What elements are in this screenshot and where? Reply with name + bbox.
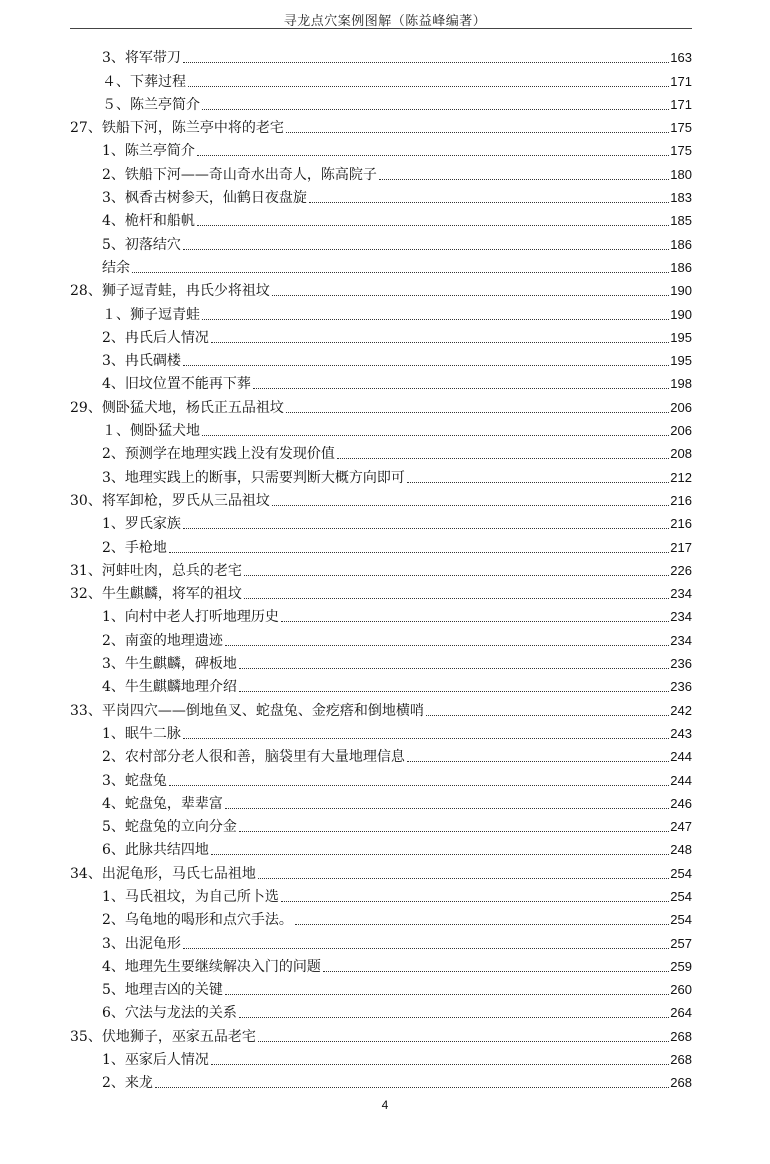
toc-entry-title: 29、侧卧猛犬地，杨氏正五品祖坟 bbox=[70, 399, 284, 416]
toc-entry-title: 2、手枪地 bbox=[102, 539, 167, 556]
dot-leader bbox=[379, 179, 669, 180]
toc-section-entry[interactable] bbox=[70, 1046, 692, 1069]
toc-section-entry[interactable] bbox=[70, 1069, 692, 1092]
toc-page-number: 208 bbox=[670, 446, 692, 462]
dot-leader bbox=[239, 691, 669, 692]
dot-leader bbox=[197, 155, 669, 156]
toc-entry-title: 1、马氏祖坟，为自己所卜选 bbox=[102, 888, 279, 905]
toc-page-number: 234 bbox=[670, 609, 692, 625]
dot-leader bbox=[183, 738, 669, 739]
toc-section-entry[interactable] bbox=[70, 254, 692, 277]
toc-entry-title: 4、蛇盘兔，辈辈富 bbox=[102, 795, 223, 812]
toc-page-number: 195 bbox=[670, 329, 692, 345]
toc-chapter-entry[interactable] bbox=[70, 696, 692, 719]
toc-page-number: 217 bbox=[670, 539, 692, 555]
toc-entry-title: 31、河蚌吐肉，总兵的老宅 bbox=[70, 562, 242, 579]
dot-leader bbox=[337, 458, 669, 459]
toc-chapter-entry[interactable] bbox=[70, 1022, 692, 1045]
dot-leader bbox=[281, 901, 669, 902]
toc-section-entry[interactable] bbox=[70, 650, 692, 673]
toc-entry-title: 28、狮子逗青蛙，冉氏少将祖坟 bbox=[70, 283, 270, 300]
dot-leader bbox=[407, 761, 669, 762]
dot-leader bbox=[253, 388, 669, 389]
toc-entry-title: 3、牛生麒麟，碑板地 bbox=[102, 656, 237, 673]
toc-section-entry[interactable] bbox=[70, 790, 692, 813]
toc-section-entry[interactable] bbox=[70, 673, 692, 696]
toc-section-entry[interactable] bbox=[70, 370, 692, 393]
toc-page-number: 234 bbox=[670, 632, 692, 648]
dot-leader bbox=[202, 435, 669, 436]
dot-leader bbox=[155, 1087, 669, 1088]
dot-leader bbox=[407, 482, 669, 483]
table-of-contents bbox=[70, 44, 692, 1092]
toc-section-entry[interactable] bbox=[70, 324, 692, 347]
toc-entry-title: 27、铁船下河，陈兰亭中将的老宅 bbox=[70, 120, 284, 137]
dot-leader bbox=[286, 412, 669, 413]
toc-section-entry[interactable] bbox=[70, 184, 692, 207]
dot-leader bbox=[225, 994, 669, 995]
toc-section-entry[interactable] bbox=[70, 813, 692, 836]
dot-leader bbox=[239, 668, 669, 669]
page-number: 4 bbox=[381, 1098, 389, 1112]
toc-entry-title: 33、平岗四穴——倒地鱼叉、蛇盘兔、金疙瘩和倒地横哨 bbox=[70, 702, 424, 719]
toc-section-entry[interactable] bbox=[70, 440, 692, 463]
toc-page-number: 236 bbox=[670, 656, 692, 672]
dot-leader bbox=[202, 109, 669, 110]
toc-entry-title: 3、枫香古树参天，仙鹤日夜盘旋 bbox=[102, 190, 307, 207]
toc-page-number: 246 bbox=[670, 795, 692, 811]
toc-chapter-entry[interactable] bbox=[70, 580, 692, 603]
dot-leader bbox=[197, 225, 669, 226]
toc-section-entry[interactable] bbox=[70, 953, 692, 976]
toc-entry-title: ５、陈兰亭简介 bbox=[102, 96, 200, 113]
toc-entry-title: 3、出泥龟形 bbox=[102, 935, 181, 952]
toc-entry-title: 2、南蛮的地理遗迹 bbox=[102, 632, 223, 649]
dot-leader bbox=[323, 971, 669, 972]
dot-leader bbox=[183, 62, 669, 63]
toc-entry-title: 4、旧坟位置不能再下葬 bbox=[102, 376, 251, 393]
dot-leader bbox=[132, 272, 669, 273]
toc-entry-title: 5、地理吉凶的关键 bbox=[102, 982, 223, 999]
toc-section-entry[interactable] bbox=[70, 906, 692, 929]
toc-section-entry[interactable] bbox=[70, 207, 692, 230]
toc-entry-title: 6、此脉共结四地 bbox=[102, 842, 209, 859]
toc-entry-title: 2、来龙 bbox=[102, 1075, 153, 1092]
dot-leader bbox=[202, 319, 669, 320]
toc-entry-title: 2、冉氏后人情况 bbox=[102, 329, 209, 346]
dot-leader bbox=[244, 575, 669, 576]
toc-section-entry[interactable] bbox=[70, 929, 692, 952]
dot-leader bbox=[183, 365, 669, 366]
toc-page-number: 180 bbox=[670, 166, 692, 182]
toc-page-number: 171 bbox=[670, 73, 692, 89]
toc-section-entry[interactable] bbox=[70, 533, 692, 556]
dot-leader bbox=[211, 342, 669, 343]
toc-page-number: 236 bbox=[670, 679, 692, 695]
toc-section-entry[interactable] bbox=[70, 626, 692, 649]
dot-leader bbox=[211, 854, 669, 855]
toc-entry-title: 1、眠牛二脉 bbox=[102, 725, 181, 742]
toc-entry-title: 5、蛇盘兔的立向分金 bbox=[102, 819, 237, 836]
dot-leader bbox=[286, 132, 669, 133]
toc-entry-title: 32、牛生麒麟，将军的祖坟 bbox=[70, 586, 242, 603]
toc-page-number: 206 bbox=[670, 423, 692, 439]
toc-entry-title: 2、农村部分老人很和善，脑袋里有大量地理信息 bbox=[102, 749, 405, 766]
toc-section-entry[interactable] bbox=[70, 510, 692, 533]
toc-entry-title: 5、初落结穴 bbox=[102, 236, 181, 253]
toc-chapter-entry[interactable] bbox=[70, 557, 692, 580]
toc-section-entry[interactable] bbox=[70, 91, 692, 114]
toc-chapter-entry[interactable] bbox=[70, 487, 692, 510]
toc-page-number: 268 bbox=[670, 1028, 692, 1044]
toc-page-number: 242 bbox=[670, 702, 692, 718]
toc-entry-title: 30、将军卸枪，罗氏从三品祖坟 bbox=[70, 492, 270, 509]
toc-section-entry[interactable] bbox=[70, 999, 692, 1022]
toc-chapter-entry[interactable] bbox=[70, 277, 692, 300]
toc-section-entry[interactable] bbox=[70, 883, 692, 906]
running-header: 寻龙点穴案例图解（陈益峰编著） bbox=[283, 14, 487, 29]
header-divider bbox=[70, 28, 692, 29]
toc-entry-title: 34、出泥龟形，马氏七品祖地 bbox=[70, 865, 256, 882]
dot-leader bbox=[188, 86, 669, 87]
toc-entry-title: ４、下葬过程 bbox=[102, 73, 186, 90]
toc-section-entry[interactable] bbox=[70, 230, 692, 253]
toc-page-number: 254 bbox=[670, 912, 692, 928]
dot-leader bbox=[225, 645, 669, 646]
toc-page-number: 185 bbox=[670, 213, 692, 229]
toc-entry-title: 3、蛇盘兔 bbox=[102, 772, 167, 789]
toc-entry-title: 3、冉氏碉楼 bbox=[102, 353, 181, 370]
dot-leader bbox=[239, 831, 669, 832]
toc-page-number: 243 bbox=[670, 725, 692, 741]
toc-section-entry[interactable] bbox=[70, 160, 692, 183]
toc-page-number: 244 bbox=[670, 749, 692, 765]
dot-leader bbox=[244, 598, 669, 599]
dot-leader bbox=[239, 1017, 669, 1018]
toc-page-number: 163 bbox=[670, 50, 692, 66]
dot-leader bbox=[309, 202, 669, 203]
toc-entry-title: 2、铁船下河——奇山奇水出奇人，陈高院子 bbox=[102, 166, 377, 183]
toc-page-number: 195 bbox=[670, 353, 692, 369]
toc-page-number: 268 bbox=[670, 1052, 692, 1068]
toc-section-entry[interactable] bbox=[70, 743, 692, 766]
toc-section-entry[interactable] bbox=[70, 137, 692, 160]
toc-entry-title: 1、向村中老人打听地理历史 bbox=[102, 609, 279, 626]
toc-entry-title: 6、穴法与龙法的关系 bbox=[102, 1005, 237, 1022]
toc-entry-title: １、侧卧猛犬地 bbox=[102, 423, 200, 440]
toc-page-number: 254 bbox=[670, 888, 692, 904]
toc-section-entry[interactable] bbox=[70, 300, 692, 323]
toc-page-number: 206 bbox=[670, 399, 692, 415]
toc-entry-title: 1、罗氏家族 bbox=[102, 516, 181, 533]
toc-entry-title: 4、地理先生要继续解决入门的问题 bbox=[102, 958, 321, 975]
dot-leader bbox=[169, 785, 669, 786]
toc-page-number: 247 bbox=[670, 819, 692, 835]
dot-leader bbox=[281, 621, 669, 622]
toc-page-number: 175 bbox=[670, 143, 692, 159]
toc-page-number: 226 bbox=[670, 562, 692, 578]
toc-section-entry[interactable] bbox=[70, 720, 692, 743]
toc-page-number: 171 bbox=[670, 96, 692, 112]
toc-section-entry[interactable] bbox=[70, 417, 692, 440]
dot-leader bbox=[295, 924, 669, 925]
toc-page-number: 190 bbox=[670, 306, 692, 322]
toc-page-number: 244 bbox=[670, 772, 692, 788]
dot-leader bbox=[183, 948, 669, 949]
dot-leader bbox=[169, 552, 669, 553]
toc-page-number: 248 bbox=[670, 842, 692, 858]
toc-chapter-entry[interactable] bbox=[70, 859, 692, 882]
toc-entry-title: 35、伏地狮子，巫家五品老宅 bbox=[70, 1028, 256, 1045]
toc-page-number: 183 bbox=[670, 190, 692, 206]
dot-leader bbox=[272, 505, 669, 506]
dot-leader bbox=[272, 295, 669, 296]
toc-chapter-entry[interactable] bbox=[70, 393, 692, 416]
dot-leader bbox=[183, 528, 669, 529]
toc-page-number: 216 bbox=[670, 516, 692, 532]
toc-chapter-entry[interactable] bbox=[70, 114, 692, 137]
dot-leader bbox=[258, 878, 669, 879]
toc-entry-title: １、狮子逗青蛙 bbox=[102, 306, 200, 323]
toc-section-entry[interactable] bbox=[70, 347, 692, 370]
toc-page-number: 234 bbox=[670, 586, 692, 602]
toc-section-entry[interactable] bbox=[70, 67, 692, 90]
toc-section-entry[interactable] bbox=[70, 44, 692, 67]
toc-entry-title: 4、牛生麒麟地理介绍 bbox=[102, 679, 237, 696]
toc-page-number: 186 bbox=[670, 236, 692, 252]
toc-entry-title: 3、将军带刀 bbox=[102, 50, 181, 67]
toc-section-entry[interactable] bbox=[70, 463, 692, 486]
dot-leader bbox=[211, 1064, 669, 1065]
toc-section-entry[interactable] bbox=[70, 603, 692, 626]
dot-leader bbox=[258, 1041, 669, 1042]
toc-section-entry[interactable] bbox=[70, 766, 692, 789]
toc-entry-title: 1、陈兰亭简介 bbox=[102, 143, 195, 160]
toc-page-number: 268 bbox=[670, 1075, 692, 1091]
toc-entry-title: 2、预测学在地理实践上没有发现价值 bbox=[102, 446, 335, 463]
toc-section-entry[interactable] bbox=[70, 836, 692, 859]
toc-section-entry[interactable] bbox=[70, 976, 692, 999]
toc-page-number: 264 bbox=[670, 1005, 692, 1021]
toc-entry-title: 3、地理实践上的断事，只需要判断大概方向即可 bbox=[102, 469, 405, 486]
toc-page-number: 186 bbox=[670, 259, 692, 275]
toc-page-number: 212 bbox=[670, 469, 692, 485]
toc-page-number: 259 bbox=[670, 958, 692, 974]
toc-entry-title: 2、乌龟地的喝形和点穴手法。 bbox=[102, 912, 293, 929]
toc-page-number: 198 bbox=[670, 376, 692, 392]
toc-entry-title: 4、桅杆和船帆 bbox=[102, 213, 195, 230]
toc-page-number: 254 bbox=[670, 865, 692, 881]
toc-entry-title: 1、巫家后人情况 bbox=[102, 1052, 209, 1069]
toc-page-number: 260 bbox=[670, 982, 692, 998]
dot-leader bbox=[183, 249, 669, 250]
toc-page-number: 216 bbox=[670, 492, 692, 508]
toc-page-number: 257 bbox=[670, 935, 692, 951]
dot-leader bbox=[225, 808, 669, 809]
dot-leader bbox=[426, 715, 669, 716]
toc-page-number: 190 bbox=[670, 283, 692, 299]
toc-entry-title: 结余 bbox=[102, 259, 130, 276]
toc-page-number: 175 bbox=[670, 120, 692, 136]
